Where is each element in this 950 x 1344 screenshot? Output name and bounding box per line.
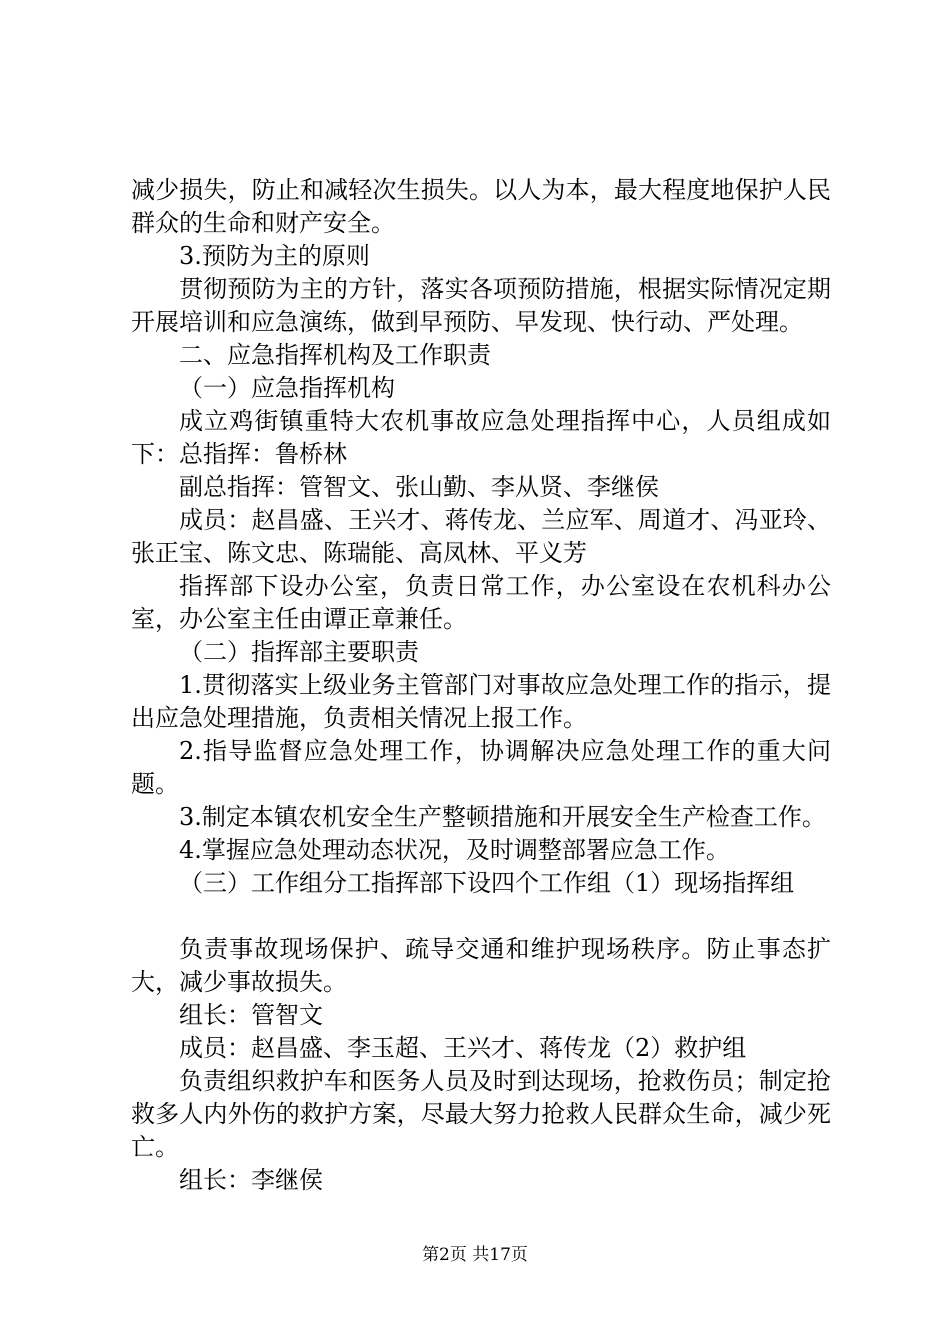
duty-item-1: 1.贯彻落实上级业务主管部门对事故应急处理工作的指示，提出应急处理措施，负责相关情况上报工作。 bbox=[131, 671, 831, 732]
paragraph-continuation: 减少损失，防止和减轻次生损失。以人为本，最大程度地保护人民群众的生命和财产安全。 bbox=[131, 176, 831, 237]
paragraph-site-command-members: 成员：赵昌盛、李玉超、王兴才、蒋传龙（2）救护组 bbox=[179, 1034, 747, 1062]
duty-item-2: 2.指导监督应急处理工作，协调解决应急处理工作的重大问题。 bbox=[131, 737, 831, 798]
paragraph-command-center: 成立鸡街镇重特大农机事故应急处理指挥中心，人员组成如下：总指挥：鲁桥林 bbox=[131, 407, 831, 468]
document-body bbox=[131, 174, 831, 1197]
duty-item-3: 3.制定本镇农机安全生产整顿措施和开展安全生产检查工作。 bbox=[179, 803, 826, 831]
section-heading-2: 二、应急指挥机构及工作职责 bbox=[179, 341, 491, 369]
subsection-heading-3: （三）工作组分工指挥部下设四个工作组（1）现场指挥组 bbox=[179, 869, 795, 897]
paragraph-rescue-duty: 负责组织救护车和医务人员及时到达现场，抢救伤员；制定抢救多人内外伤的救护方案，尽最大努力抢救人民群众生命，减少死亡。 bbox=[131, 1067, 831, 1161]
subsection-heading-1: （一）应急指挥机构 bbox=[179, 374, 395, 402]
page-footer: 第2页 共17页 bbox=[422, 1245, 528, 1265]
paragraph-site-command-leader: 组长：管智文 bbox=[179, 1001, 323, 1029]
duty-item-4: 4.掌握应急处理动态状况，及时调整部署应急工作。 bbox=[179, 836, 730, 864]
paragraph-rescue-leader: 组长：李继侯 bbox=[179, 1166, 323, 1194]
paragraph-members: 成员：赵昌盛、王兴才、蒋传龙、兰应军、周道才、冯亚玲、张正宝、陈文忠、陈瑞能、高凤林、平义芳 bbox=[131, 506, 831, 567]
paragraph-prevention-text: 贯彻预防为主的方针，落实各项预防措施，根据实际情况定期开展培训和应急演练，做到早预防、早发现、快行动、严处理。 bbox=[131, 275, 831, 336]
subsection-heading-2: （二）指挥部主要职责 bbox=[179, 638, 419, 666]
paragraph-heading-prevention: 3.预防为主的原则 bbox=[179, 242, 370, 270]
paragraph-office: 指挥部下设办公室，负责日常工作，办公室设在农机科办公室，办公室主任由谭正章兼任。 bbox=[131, 572, 831, 633]
paragraph-site-command-duty: 负责事故现场保护、疏导交通和维护现场秩序。防止事态扩大，减少事故损失。 bbox=[131, 935, 831, 996]
paragraph-deputy-commanders: 副总指挥：管智文、张山勤、李从贤、李继侯 bbox=[179, 473, 659, 501]
